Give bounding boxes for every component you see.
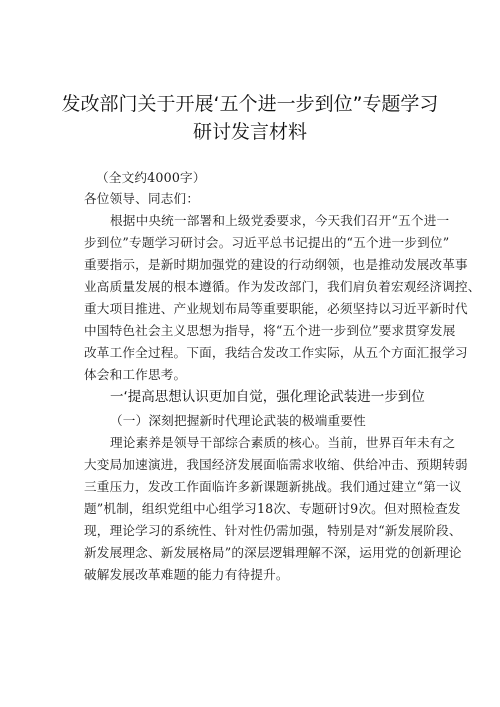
salutation: 各位领导、同志们： bbox=[84, 191, 200, 206]
section-heading: 一‘提高思想认识更加自觉，强化理论武装进一步到位 bbox=[110, 389, 425, 405]
body-line: 现，理论学习的系统性、针对性仍需加强，特别是对“新发展阶段、 bbox=[84, 523, 462, 538]
subsection-heading: （一）深刻把握新时代理论武装的极端重要性 bbox=[110, 413, 366, 428]
intro-line: 步到位”专题学习研讨会。习近平总书记提出的“五个进一步到位” bbox=[84, 235, 450, 250]
body-line: 理论素养是领导干部综合素质的核心。当前，世界百年未有之 bbox=[110, 435, 456, 450]
intro-line: 体会和工作思考。 bbox=[84, 367, 187, 382]
intro-line: 重大项目推进、产业规划布局等重要职能，必须坚持以习近平新时代 bbox=[84, 301, 468, 316]
intro-line: 根据中央统一部署和上级党委要求，今天我们召开“五个进一 bbox=[110, 213, 450, 228]
body-line: 题”机制，组织党组中心组学习18次、专题研讨9次。但对照检查发 bbox=[84, 501, 461, 516]
body-line: 破解发展改革难题的能力有待提升。 bbox=[84, 567, 289, 582]
intro-line: 中国特色社会主义思想为指导，将“五个进一步到位”要求贯穿发展 bbox=[84, 323, 456, 338]
document-title-line-1: 发改部门关于开展‘五个进一步到位”专题学习 bbox=[61, 93, 439, 115]
document-title-line-2: 研讨发言材料 bbox=[192, 121, 307, 143]
intro-line: 改革工作全过程。下面，我结合发改工作实际，从五个方面汇报学习 bbox=[84, 345, 468, 360]
intro-line: 业高质量发展的根本遵循。作为发改部门，我们肩负着宏观经济调控、 bbox=[84, 279, 481, 294]
body-line: 新发展理念、新发展格局”的深层逻辑理解不深，运用党的创新理论 bbox=[84, 545, 462, 560]
body-line: 三重压力，发改工作面临许多新课题新挑战。我们通过建立“第一议 bbox=[84, 479, 462, 494]
intro-line: 重要指示，是新时期加强党的建设的行动纲领，也是推动发展改革事 bbox=[84, 257, 468, 272]
word-count-note: （全文约4000字） bbox=[96, 170, 206, 185]
body-line: 大变局加速演进，我国经济发展面临需求收缩、供给冲击、预期转弱 bbox=[84, 457, 468, 472]
